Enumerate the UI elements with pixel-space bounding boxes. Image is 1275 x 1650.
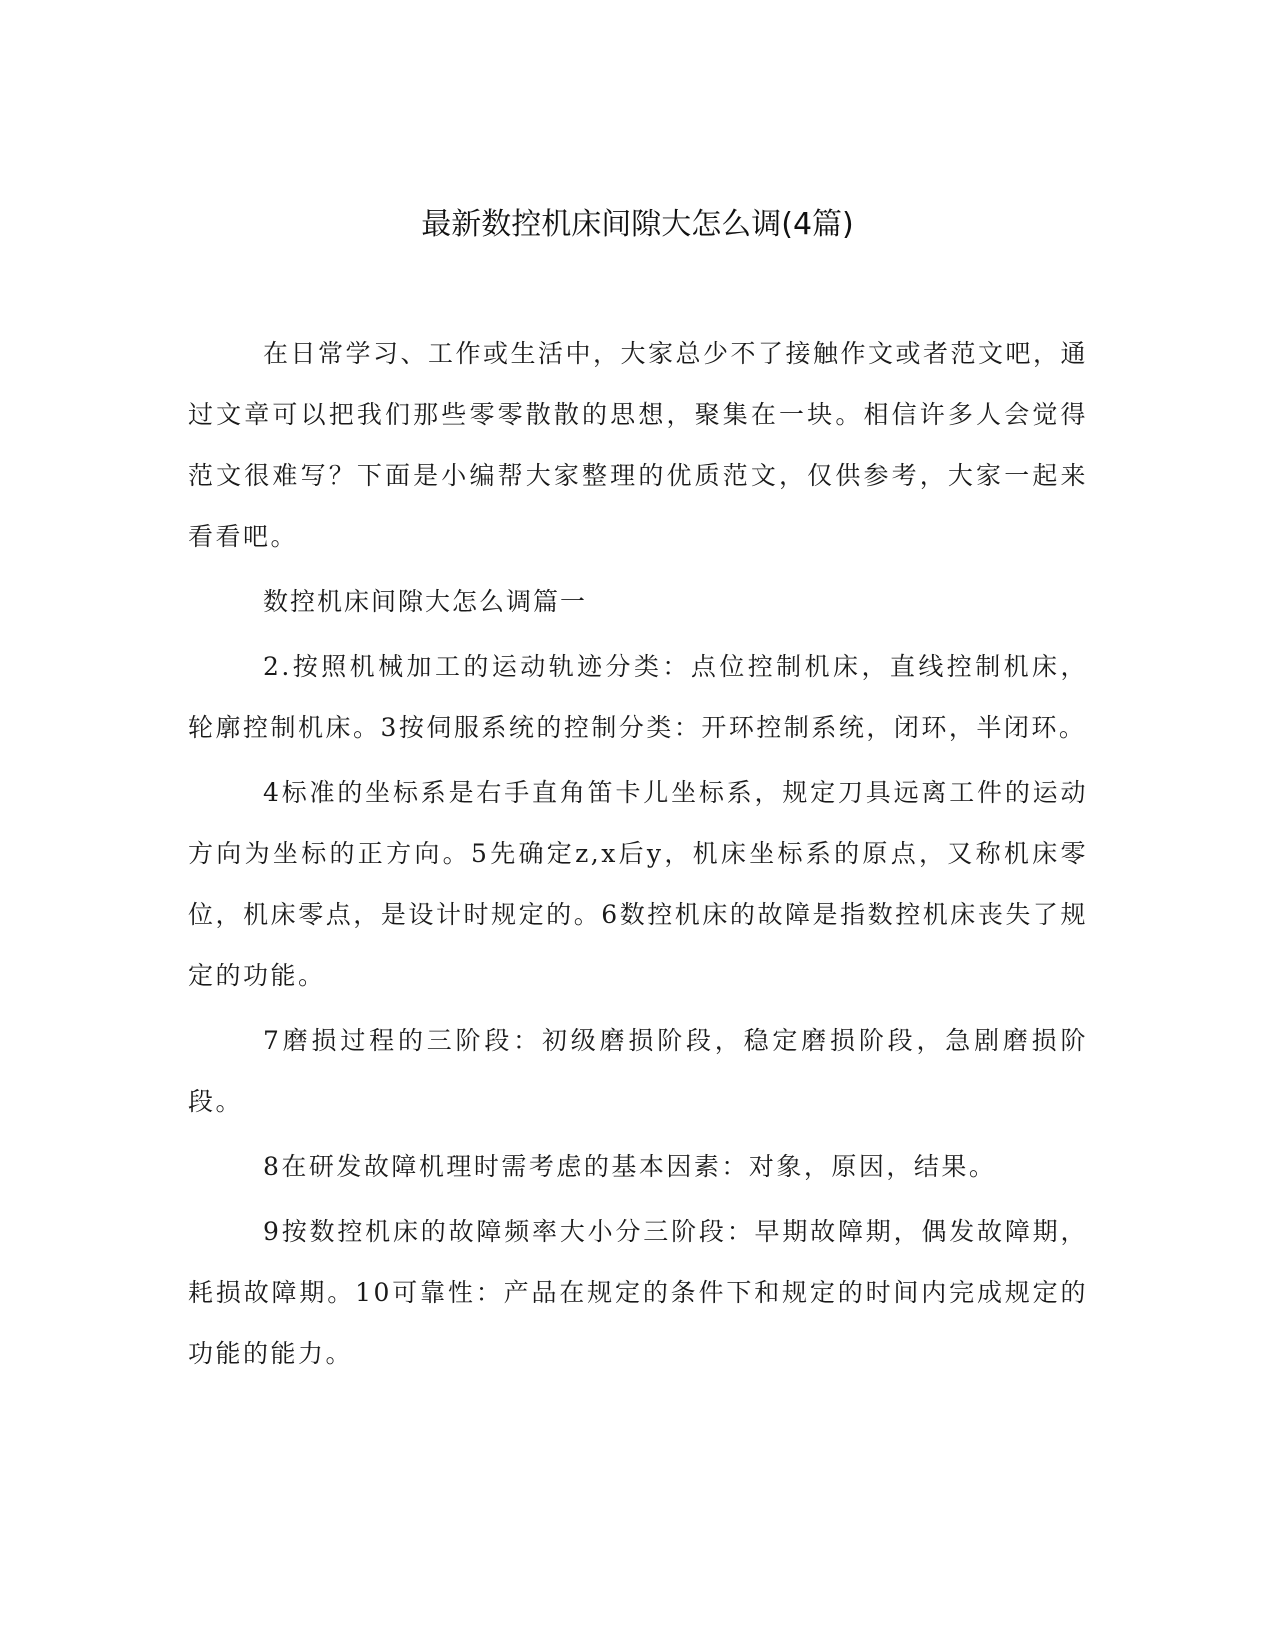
- intro-paragraph: 在日常学习、工作或生活中，大家总少不了接触作文或者范文吧，通过文章可以把我们那些零零散散的思想，聚集在一块。相信许多人会觉得范文很难写？下面是小编帮大家整理的优质范文，仅供参考，大家一起来看看吧。: [188, 339, 1089, 551]
- body-paragraph: 2.按照机械加工的运动轨迹分类：点位控制机床，直线控制机床，轮廓控制机床。3按伺服系统的控制分类：开环控制系统，闭环，半闭环。: [188, 652, 1088, 742]
- section-heading: 数控机床间隙大怎么调篇一: [263, 587, 588, 616]
- body-paragraph: 9按数控机床的故障频率大小分三阶段：早期故障期，偶发故障期，耗损故障期。10可靠性：产品在规定的条件下和规定的时间内完成规定的功能的能力。: [188, 1217, 1088, 1368]
- body-paragraph: 8在研发故障机理时需考虑的基本因素：对象，原因，结果。: [263, 1152, 997, 1181]
- document-body: [188, 323, 1088, 1388]
- document-title: 最新数控机床间隙大怎么调(4篇): [421, 207, 854, 242]
- body-paragraph: 4标准的坐标系是右手直角笛卡儿坐标系，规定刀具远离工件的运动方向为坐标的正方向。5先确定z,x后y，机床坐标系的原点，又称机床零位，机床零点，是设计时规定的。6数控机床的故障是指数控机床丧失了规定的功能。: [188, 778, 1088, 990]
- body-paragraph: 7磨损过程的三阶段：初级磨损阶段，稳定磨损阶段，急剧磨损阶段。: [188, 1026, 1088, 1116]
